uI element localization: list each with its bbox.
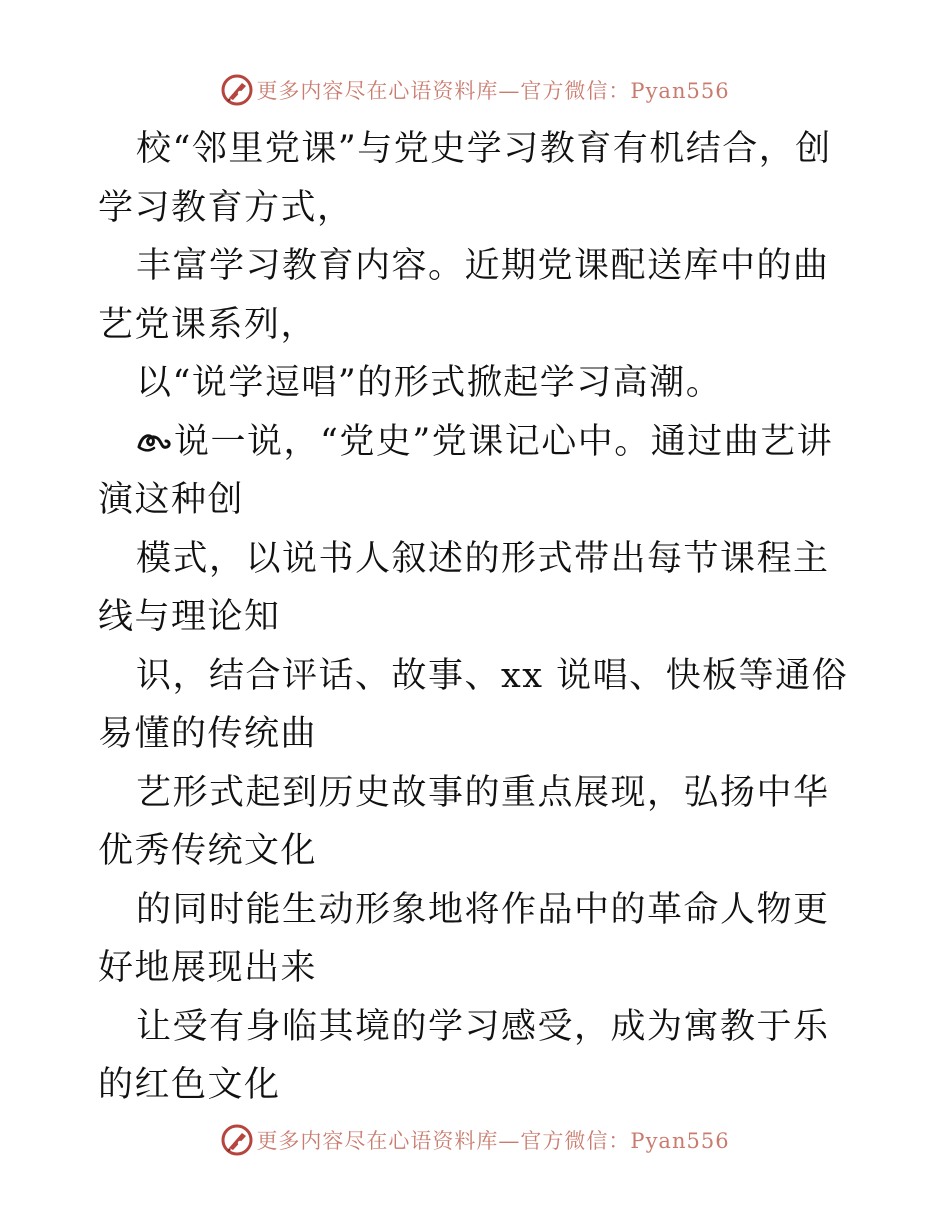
footer-banner [0, 1120, 950, 1160]
paragraph: 丰富学习教育内容。近期党课配送库中的曲艺党课系列， [98, 246, 830, 345]
banner-text: 更多内容尽在心语资料库—官方微信：Pyan556 [256, 1129, 730, 1153]
paragraph: 艺形式起到历史故事的重点展现，弘扬中华优秀传统文化 [98, 772, 830, 871]
header-banner [0, 70, 950, 110]
paragraph: 校“邻里党课”与党史学习教育有机结合，创学习教育方式， [98, 129, 832, 228]
paragraph: 模式，以说书人叙述的形式带出每节课程主线与理论知 [98, 538, 830, 637]
banner-text: 更多内容尽在心语资料库—官方微信：Pyan556 [256, 79, 730, 103]
scroll-ornament-icon [136, 427, 172, 455]
paragraph-text: 说一说，“党史”党课记心中。通过曲艺讲演这种创 [98, 421, 834, 520]
paragraph: 的同时能生动形象地将作品中的革命人物更好地展现出来 [98, 889, 830, 988]
paragraph: 识，结合评话、故事、xx 说唱、快板等通俗易懂的传统曲 [98, 655, 849, 754]
pen-seal-logo-icon [220, 73, 254, 107]
paragraph: 让受有身临其境的学习感受，成为寓教于乐的红色文化 [98, 1006, 830, 1105]
paragraph-with-bullet [98, 413, 858, 530]
paragraph: 以“说学逗唱”的形式掀起学习高潮。 [136, 363, 723, 403]
document-body [98, 120, 858, 1115]
pen-seal-logo-icon [220, 1123, 254, 1157]
